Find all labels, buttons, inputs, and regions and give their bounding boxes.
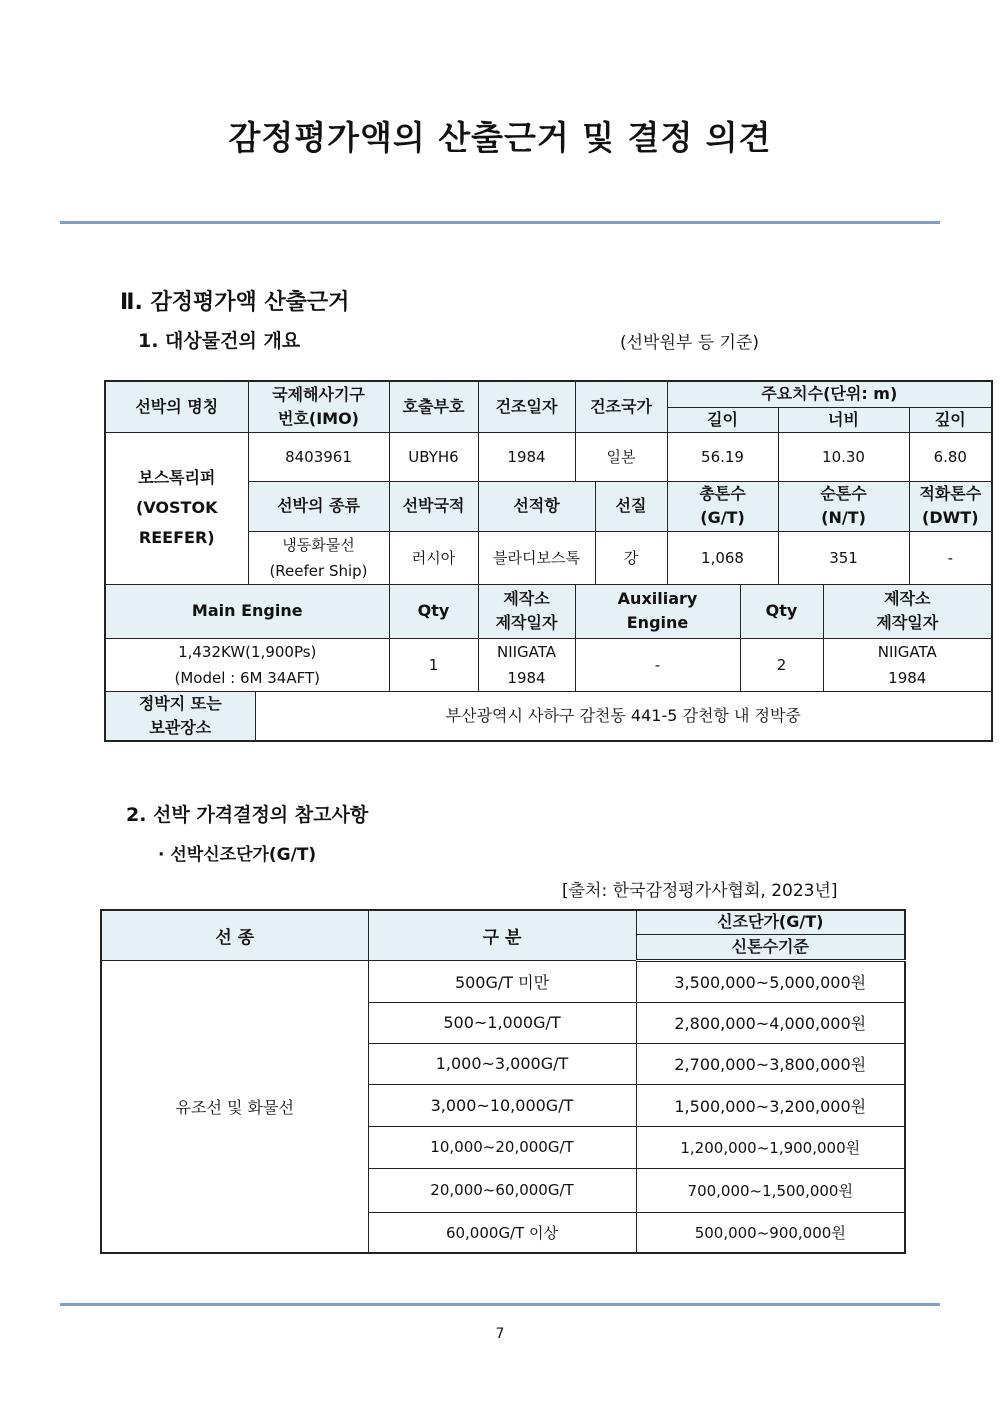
nationality-value: 러시아 — [389, 531, 478, 584]
net-tonnage-value: 351 — [778, 531, 909, 584]
page-title: 감정평가액의 산출근거 및 결정 의견 — [228, 118, 772, 157]
header-port: 선적항 — [478, 481, 595, 531]
header-location: 정박지 또는 보관장소 — [105, 691, 255, 741]
header-length: 길이 — [667, 407, 778, 432]
header-nationality: 선박국적 — [389, 481, 478, 531]
top-divider — [60, 221, 940, 224]
hull-value: 강 — [595, 531, 667, 584]
header-build-date: 건조일자 — [478, 381, 575, 432]
header-gross-tonnage: 총톤수 (G/T) — [667, 481, 778, 531]
subsection-2-heading: 2. 선박 가격결정의 참고사항 — [126, 804, 369, 826]
header-depth: 깊이 — [909, 407, 992, 432]
gross-tonnage-value: 1,068 — [667, 531, 778, 584]
header-main-engine: Main Engine — [105, 584, 389, 638]
bottom-divider — [60, 1303, 940, 1306]
header-qty: Qty — [389, 584, 478, 638]
header-build-country: 건조국가 — [575, 381, 667, 432]
maker-value: NIIGATA 1984 — [478, 638, 575, 691]
table-row-range: 60,000G/T 이상 — [368, 1212, 636, 1253]
table-row-price: 1,500,000~3,200,000원 — [636, 1084, 905, 1126]
source-note-2: [출처: 한국감정평가사협회, 2023년] — [562, 881, 838, 901]
qty-2-value: 2 — [740, 638, 823, 691]
port-value: 블라디보스톡 — [478, 531, 595, 584]
header-ship-name: 선박의 명칭 — [105, 381, 248, 432]
table-row-range: 10,000~20,000G/T — [368, 1126, 636, 1168]
vessel-overview-table — [104, 380, 993, 742]
header-aux-engine: Auxiliary Engine — [575, 584, 740, 638]
deadweight-value: - — [909, 531, 992, 584]
table-row-range: 20,000~60,000G/T — [368, 1168, 636, 1212]
subsection-1-heading: 1. 대상물건의 개요 — [138, 330, 301, 352]
header-call-sign: 호출부호 — [389, 381, 478, 432]
header-ship-type: 선박의 종류 — [248, 481, 389, 531]
header-maker: 제작소 제작일자 — [478, 584, 575, 638]
maker-2-value: NIIGATA 1984 — [823, 638, 992, 691]
aux-engine-value: - — [575, 638, 740, 691]
header-class: 구 분 — [368, 910, 636, 960]
section-heading: Ⅱ. 감정평가액 산출근거 — [120, 290, 350, 315]
table-row-range: 3,000~10,000G/T — [368, 1084, 636, 1126]
location-value: 부산광역시 사하구 감천동 441-5 감천항 내 정박중 — [255, 691, 992, 741]
ship-type-value: 냉동화물선 (Reefer Ship) — [248, 531, 389, 584]
table-row-price: 700,000~1,500,000원 — [636, 1168, 905, 1212]
table-row-price: 2,800,000~4,000,000원 — [636, 1002, 905, 1043]
source-note-1: (선박원부 등 기준) — [620, 333, 760, 353]
build-date-value: 1984 — [478, 432, 575, 481]
table-row-range: 500G/T 미만 — [368, 960, 636, 1002]
width-value: 10.30 — [778, 432, 909, 481]
header-qty-2: Qty — [740, 584, 823, 638]
header-unit-price: 신조단가(G/T) — [636, 910, 905, 934]
call-sign-value: UBYH6 — [389, 432, 478, 481]
header-new-tonnage: 신톤수기준 — [636, 934, 905, 960]
header-maker-2: 제작소 제작일자 — [823, 584, 992, 638]
header-width: 너비 — [778, 407, 909, 432]
ship-name-cell: 보스톡리퍼 (VOSTOK REEFER) — [105, 432, 248, 584]
newbuild-price-table — [100, 909, 906, 1254]
build-country-value: 일본 — [575, 432, 667, 481]
imo-value: 8403961 — [248, 432, 389, 481]
header-dimensions: 주요치수(단위: m) — [667, 381, 992, 407]
length-value: 56.19 — [667, 432, 778, 481]
depth-value: 6.80 — [909, 432, 992, 481]
table-row-price: 500,000~900,000원 — [636, 1212, 905, 1253]
main-engine-value: 1,432KW(1,900Ps) (Model : 6M 34AFT) — [105, 638, 389, 691]
table-row-price: 3,500,000~5,000,000원 — [636, 960, 905, 1002]
page-number: 7 — [495, 1326, 505, 1342]
header-net-tonnage: 순톤수 (N/T) — [778, 481, 909, 531]
qty-value: 1 — [389, 638, 478, 691]
table-row-range: 1,000~3,000G/T — [368, 1043, 636, 1084]
header-imo: 국제해사기구 번호(IMO) — [248, 381, 389, 432]
header-vessel-type: 선 종 — [101, 910, 368, 960]
table-row-range: 500~1,000G/T — [368, 1002, 636, 1043]
header-hull: 선질 — [595, 481, 667, 531]
vessel-category: 유조선 및 화물선 — [101, 960, 368, 1253]
bullet-item: · 선박신조단가(G/T) — [158, 845, 317, 865]
table-row-price: 1,200,000~1,900,000원 — [636, 1126, 905, 1168]
table-row-price: 2,700,000~3,800,000원 — [636, 1043, 905, 1084]
header-deadweight: 적화톤수 (DWT) — [909, 481, 992, 531]
